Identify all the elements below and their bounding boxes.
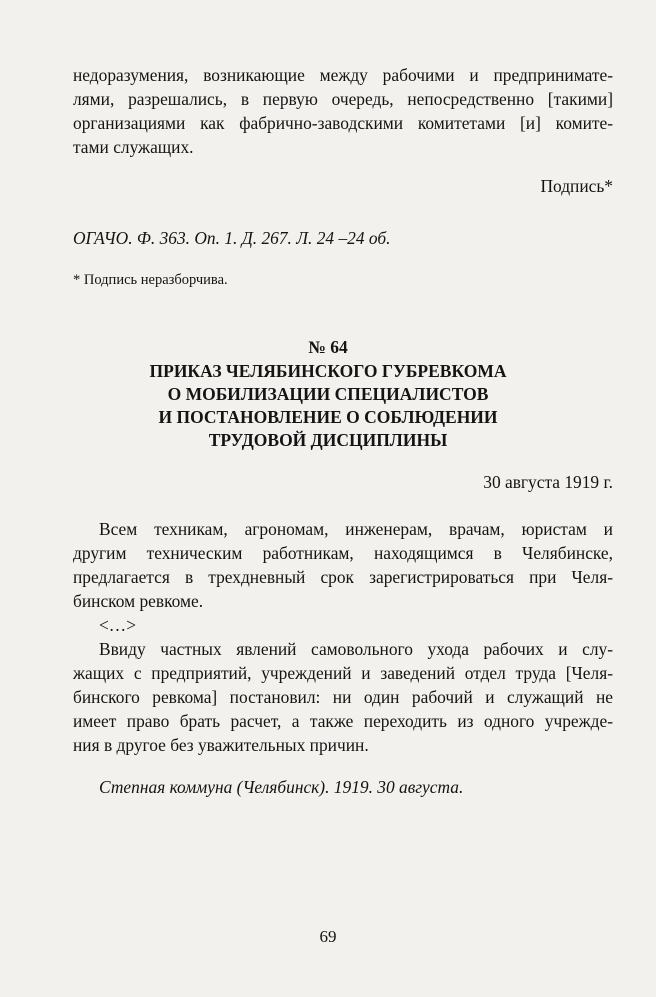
page-number: 69	[319, 927, 337, 946]
omission-mark: <…>	[99, 615, 137, 635]
order-line-1: Всем техникам, агрономам, инженерам, врачам, юристам и	[99, 519, 613, 539]
intro-line-4: тами служащих.	[73, 137, 194, 157]
intro-line-2: лями, разрешались, в первую очередь, непосредственно [такими]	[73, 89, 613, 109]
archive-source-text: ОГАЧО. Ф. 363. Оп. 1. Д. 267. Л. 24 –24 об.	[73, 228, 391, 248]
intro-line-1: недоразумения, возникающие между рабочими и предпринимате-	[73, 65, 613, 85]
resolution-line-2: жащих с предприятий, учреждений и заведений отдел труда [Челя-	[73, 663, 613, 683]
order-line-3: предлагается в трехдневный срок зарегистрироваться при Челя-	[73, 567, 613, 587]
intro-line-3: организациями как фабрично-заводскими комитетами [и] комите-	[73, 113, 613, 133]
archive-source	[73, 226, 613, 250]
resolution-line-3: бинского ревкома] постановил: ни один рабочий и служащий не	[73, 687, 613, 707]
order-line-4: бинском ревкоме.	[73, 591, 204, 611]
resolution-line-5: ния в другое без уважительных причин.	[73, 735, 369, 755]
title-line-2: О МОБИЛИЗАЦИИ СПЕЦИАЛИСТОВ	[167, 384, 489, 404]
signature: Подпись*	[540, 176, 613, 196]
title-line-3: И ПОСТАНОВЛЕНИЕ О СОБЛЮДЕНИИ	[158, 407, 498, 427]
resolution-line-4: имеет право брать расчет, а также переходить из одного учрежде-	[73, 711, 613, 731]
newspaper-source	[73, 775, 613, 799]
resolution-line-1: Ввиду частных явлений самовольного ухода рабочих и слу-	[99, 639, 613, 659]
title-line-4: ТРУДОВОЙ ДИСЦИПЛИНЫ	[208, 430, 448, 450]
intro-paragraph	[73, 63, 613, 159]
order-paragraph	[73, 517, 613, 637]
document-number: № 64	[308, 337, 348, 357]
resolution-paragraph	[73, 637, 613, 757]
newspaper-source-text: Степная коммуна (Челябинск). 1919. 30 августа.	[99, 777, 464, 797]
document-title	[0, 360, 656, 452]
document-date: 30 августа 1919 г.	[483, 472, 613, 492]
order-line-2: другим техническим работникам, находящимся в Челябинске,	[73, 543, 613, 563]
title-line-1: ПРИКАЗ ЧЕЛЯБИНСКОГО ГУБРЕВКОМА	[149, 361, 507, 381]
footnote: * Подпись неразборчива.	[73, 272, 228, 288]
